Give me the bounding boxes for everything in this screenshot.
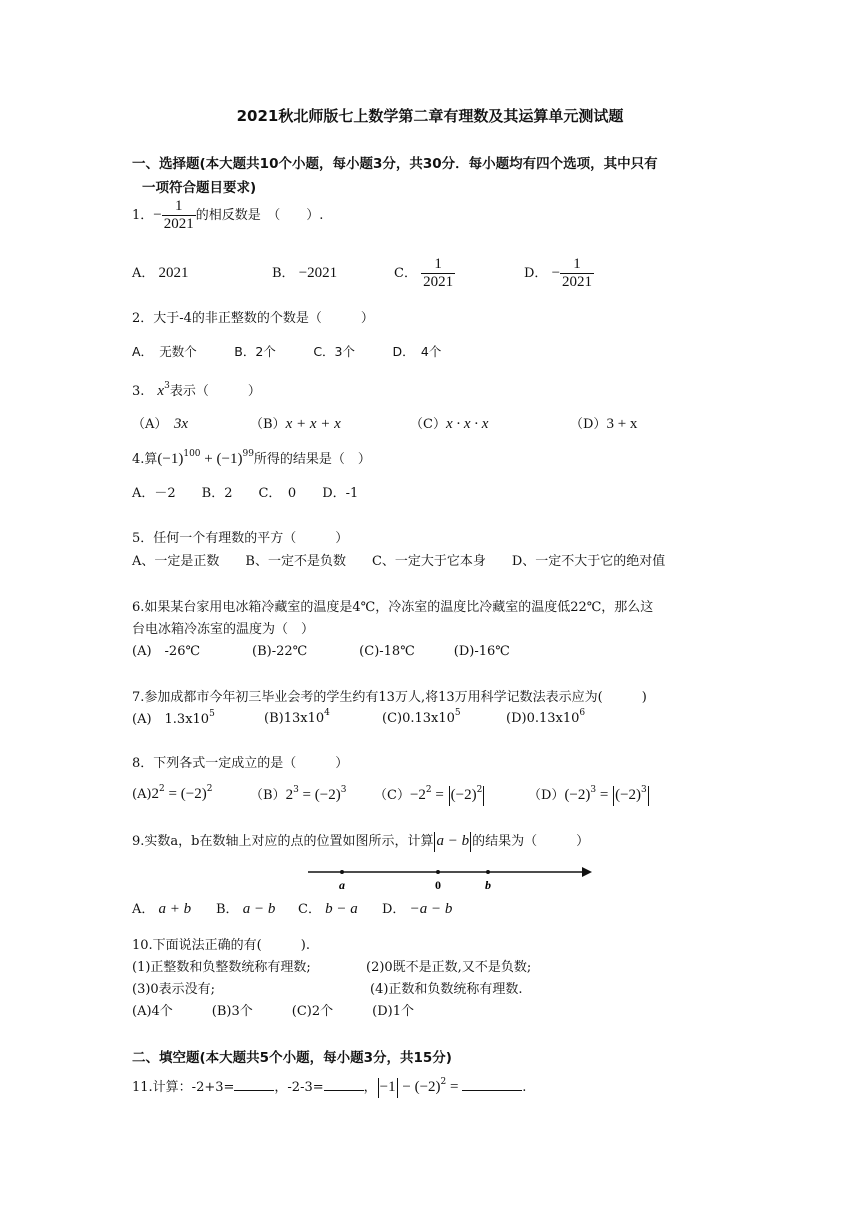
option-a: A． 2021 bbox=[132, 265, 189, 281]
answer-blank-2[interactable] bbox=[324, 1078, 364, 1091]
denominator: 2021 bbox=[163, 216, 194, 232]
statement-1: (1)正整数和负整数统称有理数; bbox=[132, 960, 311, 975]
label-b: b bbox=[485, 878, 491, 892]
option-c: （C）x · x · x bbox=[410, 416, 489, 432]
section-heading-choice: 一、选择题(本大题共10个小题，每小题3分，共30分．每小题均有四个选项，其中只有 bbox=[132, 156, 658, 172]
page-title: 2021秋北师版七上数学第二章有理数及其运算单元测试题 bbox=[236, 107, 624, 125]
option-b: B． a − b bbox=[216, 901, 276, 917]
option-b: （B）x + x + x bbox=[250, 416, 341, 432]
q5-options: A、一定是正数 B、一定不是负数 C、一定大于它本身 D、一定不大于它的绝对值 bbox=[132, 554, 666, 569]
option-d: D． −a − b bbox=[382, 901, 453, 917]
point-zero bbox=[436, 870, 440, 874]
question-3: 3. $x^3$表示（ ） bbox=[132, 381, 261, 399]
question-8: 8．下列各式一定成立的是（ ） bbox=[132, 756, 349, 771]
option-b: $(B)13x10^4$ bbox=[264, 708, 330, 726]
numerator: 1 bbox=[175, 198, 183, 214]
option-c: $(C)0.13x10^5$ bbox=[382, 708, 461, 726]
question-7: 7.参加成都市今年初三毕业会考的学生约有13万人,将13万用科学记数法表示应为( ) bbox=[132, 690, 647, 705]
option-b: B． −2021 bbox=[272, 265, 338, 281]
option-c: C． $\frac{1}{2021}$ bbox=[394, 256, 454, 290]
question-1 bbox=[132, 198, 323, 233]
option-a: $(A)2^2 = (-2)^2$ bbox=[132, 784, 213, 802]
variable-x: x bbox=[157, 383, 165, 399]
option-a: （A） 3x bbox=[132, 416, 189, 432]
option-d: $(D)0.13x10^6$ bbox=[506, 708, 586, 726]
answer-blank-3[interactable] bbox=[462, 1078, 522, 1091]
option-c: C． b − a bbox=[298, 901, 358, 917]
question-6-line2: 台电冰箱冷冻室的温度为（ ） bbox=[132, 622, 315, 637]
q6-options: (A) -26℃ (B)-22℃ (C)-18℃ (D)-16℃ bbox=[132, 644, 510, 659]
statement-2: (2)0既不是正数,又不是负数; bbox=[366, 960, 532, 975]
section-heading-fill: 二、填空题(本大题共5个小题，每小题3分，共15分) bbox=[132, 1050, 452, 1066]
number-line bbox=[300, 860, 595, 892]
statement-4: (4)正数和负数统称有理数. bbox=[370, 982, 523, 997]
option-d: （D）3 + x bbox=[570, 416, 638, 432]
question-2: 2．大于-4的非正整数的个数是（ ） bbox=[132, 311, 374, 326]
option-c: $(C)-2^2 = (-2)^2$ bbox=[374, 784, 485, 806]
minus-sign: − bbox=[153, 207, 162, 223]
option-b: $(B)2^3 = (-2)^3$ bbox=[250, 785, 347, 803]
question-6-line1: 6.如果某台家用电冰箱冷藏室的温度是4℃，冷冻室的温度比冷藏室的温度低22℃，那么这 bbox=[132, 600, 654, 615]
q4-options: A．－2 B．2 C． 0 D．-1 bbox=[132, 486, 359, 501]
section-heading-choice-cont: 一项符合题目要求) bbox=[142, 180, 257, 196]
label-zero: 0 bbox=[435, 878, 441, 892]
q10-options: (A)4个 (B)3个 (C)2个 (D)1个 bbox=[132, 1004, 414, 1019]
question-stem: 的相反数是 （ ）. bbox=[195, 208, 324, 223]
question-5: 5．任何一个有理数的平方（ ） bbox=[132, 531, 349, 546]
option-d: D． − $\frac{1}{2021}$ bbox=[524, 256, 593, 290]
question-10: 10.下面说法正确的有( ). bbox=[132, 938, 310, 953]
question-number: 1． bbox=[132, 208, 154, 223]
option-a: (A) $1.3x10^5$ bbox=[132, 709, 215, 727]
answer-blank-1[interactable] bbox=[234, 1078, 274, 1091]
q2-options: A． 无数个 B．2个 C．3个 D． 4个 bbox=[132, 344, 442, 359]
fraction bbox=[162, 198, 196, 233]
option-d: $(D)(-2)^3 = (-2)^3$ bbox=[528, 784, 650, 806]
label-a: a bbox=[339, 878, 345, 892]
option-a: A． a + b bbox=[132, 901, 192, 917]
question-9: 9.实数a，b在数轴上对应的点的位置如图所示，计算 a − b 的结果为（ ） bbox=[132, 830, 589, 852]
statement-3: (3)0表示没有; bbox=[132, 982, 216, 997]
point-b bbox=[486, 870, 490, 874]
point-a bbox=[340, 870, 344, 874]
question-11: 11.计算：-2+3= ，-2-3= ， $-1 - (-2)^2$ = . bbox=[132, 1076, 526, 1098]
question-4: 4.算$(-1)^{100} + (-1)^{99}$所得的结果是（ ） bbox=[132, 449, 371, 467]
